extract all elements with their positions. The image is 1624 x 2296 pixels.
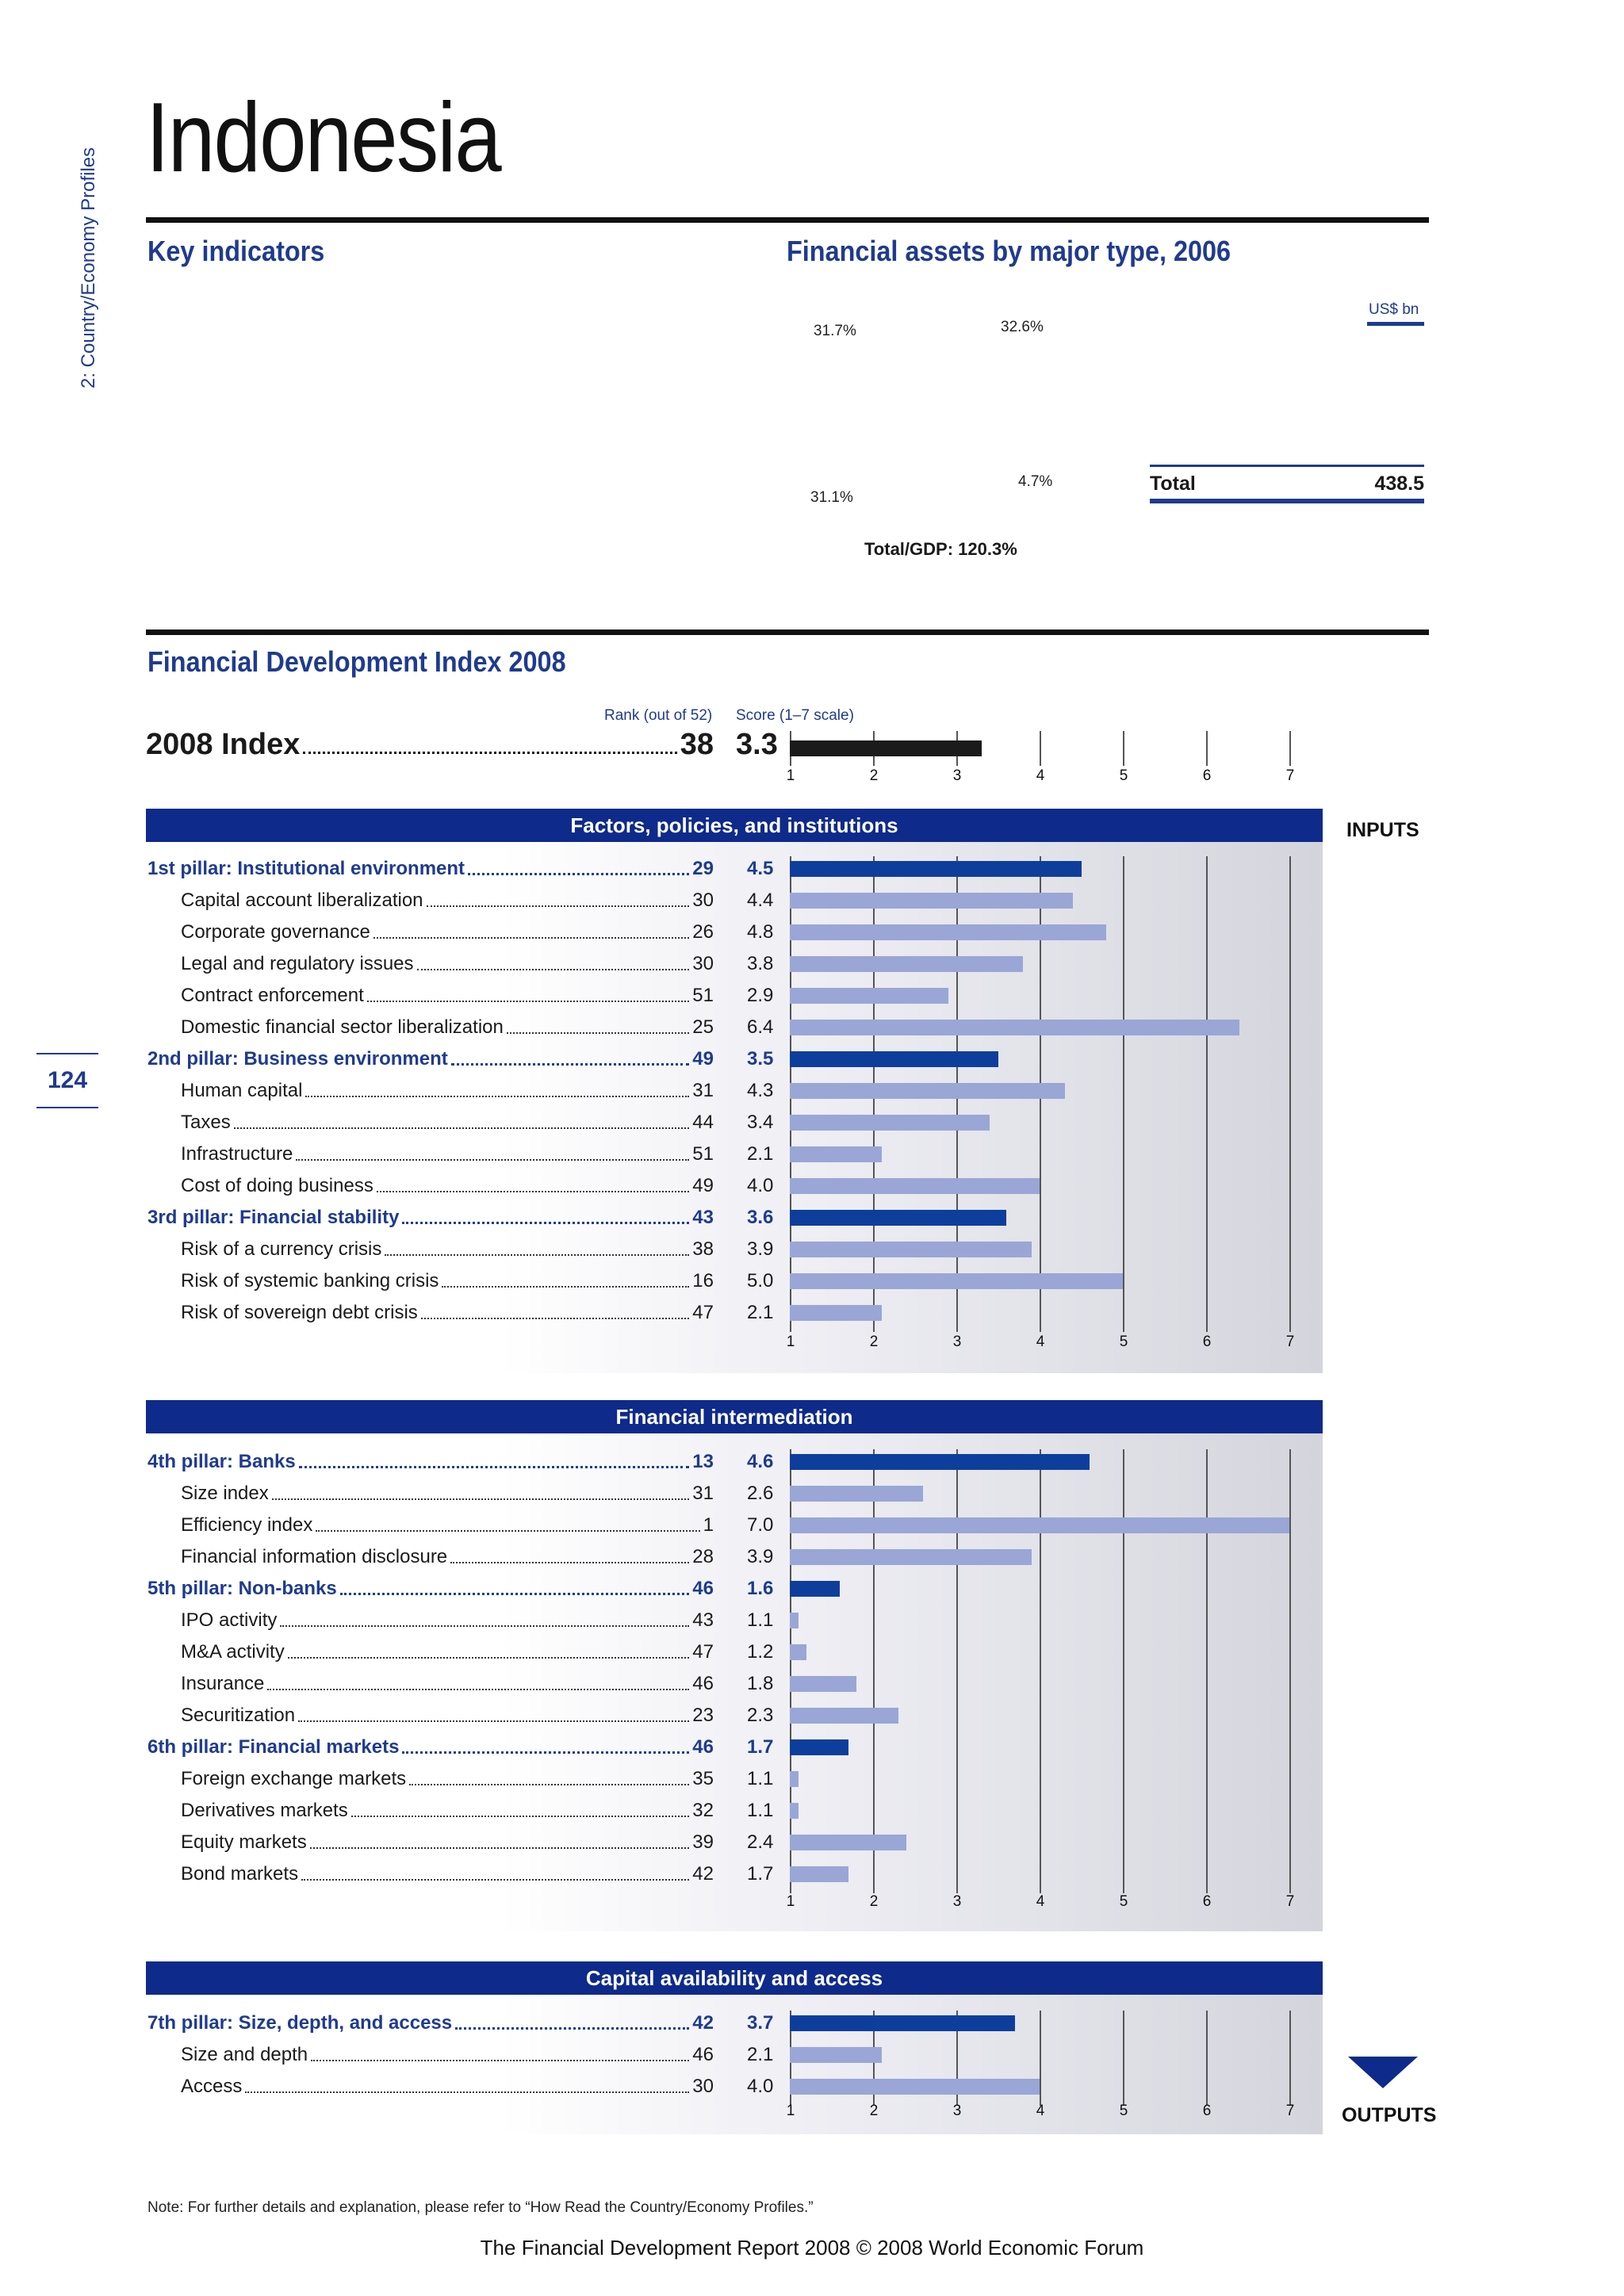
leader-dots [234,1112,690,1129]
indicator-row [181,1831,714,1854]
axis-tick-label: 4 [1036,2103,1045,2119]
leader-dots [288,1641,690,1659]
leader-dots [377,1175,689,1192]
pie-total-gdp: Total/GDP: 120.3% [864,539,1017,559]
leader-dots [310,1831,690,1849]
gridline [1206,1449,1208,1893]
row-label: 6th pillar: Financial markets [147,1736,400,1758]
indicator-row [181,1514,714,1536]
row-rank: 42 [692,2012,714,2034]
row-label: Securitization [181,1705,296,1726]
row-rank: 30 [692,890,714,911]
row-rank: 46 [692,1736,714,1758]
row-rank: 38 [692,1238,714,1260]
leader-dots [280,1609,689,1627]
row-score: 2.1 [747,2044,774,2065]
row-score: 1.1 [747,1800,774,1821]
axis-tick-label: 3 [952,1893,962,1910]
leader-dots [421,1302,690,1319]
gridline [1206,2011,1208,2106]
gridline [1289,731,1291,766]
row-rank: 35 [692,1768,714,1789]
row-score: 4.5 [747,858,774,879]
row-rank: 43 [692,1609,714,1631]
leader-dots [402,1207,689,1224]
row-score: 1.8 [747,1673,774,1694]
pie-label-equity: 31.7% [814,323,856,339]
indicator-bar [790,988,948,1004]
leader-dots [301,1863,689,1881]
indicator-bar [790,1020,1239,1035]
pillar-row [147,858,714,880]
index-label: 2008 Index [146,728,301,761]
row-label: Bond markets [181,1863,299,1885]
indicator-row [181,2044,714,2066]
row-rank: 31 [692,1080,714,1101]
assets-heading: Financial assets by major type, 2006 [787,235,1231,267]
axis-tick-label: 6 [1202,1334,1212,1350]
axis-tick-label: 2 [869,2103,879,2119]
leader-dots [316,1514,699,1532]
row-score: 3.7 [747,2012,774,2034]
pillar-row [147,1048,714,1070]
row-label: Capital account liberalization [181,890,423,911]
row-rank: 47 [692,1302,714,1323]
indicator-bar [790,1835,906,1850]
inputs-label: INPUTS [1346,819,1419,841]
row-rank: 47 [692,1641,714,1663]
row-label: 3rd pillar: Financial stability [147,1207,400,1228]
row-score: 2.9 [747,985,774,1006]
row-score: 3.9 [747,1238,774,1260]
row-rank: 30 [692,2076,714,2097]
section-band: Financial intermediation [146,1400,1323,1433]
index-rank: 38 [680,728,714,761]
row-rank: 28 [692,1546,714,1567]
row-score: 5.0 [747,1270,774,1292]
axis-tick-label: 5 [1119,1893,1128,1910]
indicator-bar [790,1083,1065,1099]
row-score: 2.1 [747,1302,774,1323]
row-score: 2.4 [747,1831,774,1853]
gridline [1123,731,1124,766]
row-label: Derivatives markets [181,1800,348,1821]
row-score: 3.6 [747,1207,774,1228]
leader-dots [417,953,690,970]
axis-tick-label: 2 [869,767,879,784]
indicator-bar [790,1803,799,1819]
row-label: Human capital [181,1080,303,1101]
row-rank: 42 [692,1863,714,1885]
row-score: 4.4 [747,890,774,911]
gridline [1206,731,1208,766]
row-label: Contract enforcement [181,985,364,1006]
gridline [1289,2011,1291,2106]
indicator-row [181,1080,714,1102]
row-label: Legal and regulatory issues [181,953,414,974]
leader-dots [305,1080,689,1097]
page-number: 124 [36,1053,98,1108]
leader-dots [427,890,690,907]
row-score: 1.7 [747,1863,774,1885]
index-bar [790,740,982,756]
row-rank: 46 [692,1673,714,1694]
row-score: 3.8 [747,953,774,974]
indicator-bar [790,1866,848,1882]
row-score: 4.6 [747,1451,774,1472]
indicator-bar [790,1273,1123,1289]
indicator-row [181,2076,714,2098]
indicator-row [181,1175,714,1197]
gridline [1040,1449,1041,1893]
indicator-bar [790,1486,923,1502]
row-rank: 25 [692,1016,714,1038]
indicator-row [181,1673,714,1695]
indicator-row [181,921,714,943]
row-label: Size and depth [181,2044,308,2065]
row-rank: 31 [692,1483,714,1504]
row-rank: 26 [692,921,714,943]
indicator-bar [790,1115,990,1131]
legend-total-label: Total [1150,473,1196,495]
row-rank: 44 [692,1112,714,1133]
leader-dots [373,921,689,939]
indicator-row [181,1483,714,1505]
row-rank: 13 [692,1451,714,1472]
fdi-heading: Financial Development Index 2008 [147,645,566,678]
axis-tick-label: 1 [786,767,795,784]
pillar-bar [790,1739,848,1755]
indicator-bar [790,1676,856,1692]
axis-tick-label: 6 [1202,2103,1212,2119]
pillar-bar [790,1210,1006,1226]
indicator-row [181,1800,714,1822]
indicator-row [181,1609,714,1632]
row-label: Risk of systemic banking crisis [181,1270,439,1292]
indicator-bar [790,1146,882,1162]
section-band: Factors, policies, and institutions [146,809,1323,842]
outputs-label: OUTPUTS [1342,2104,1437,2126]
row-label: Risk of a currency crisis [181,1238,382,1260]
row-label: Efficiency index [181,1514,313,1536]
leader-dots [351,1800,690,1817]
row-score: 2.3 [747,1705,774,1726]
row-rank: 49 [692,1175,714,1196]
indicator-bar [790,893,1073,909]
row-score: 6.4 [747,1016,774,1038]
row-rank: 46 [692,1578,714,1599]
page-footer: The Financial Development Report 2008 © 2008 World Economic Forum [480,2236,1144,2260]
fdi-rule [146,629,1429,635]
axis-tick-label: 7 [1285,1893,1295,1910]
axis-tick-label: 4 [1036,767,1045,784]
row-label: Foreign exchange markets [181,1768,407,1789]
gridline [1040,731,1041,766]
indicator-row [181,890,714,912]
pie-svg [793,301,1063,563]
leader-dots [245,2076,689,2093]
row-label: 4th pillar: Banks [147,1451,296,1472]
indicator-bar [790,924,1106,940]
leader-dots [451,1048,690,1066]
indicator-row [181,1112,714,1134]
indicator-row [181,1016,714,1039]
score-column-head: Score (1–7 scale) [736,707,854,724]
indicator-bar [790,2047,882,2063]
row-rank: 46 [692,2044,714,2065]
row-rank: 16 [692,1270,714,1292]
indicator-row [181,1641,714,1663]
row-score: 2.1 [747,1143,774,1165]
row-label: Size index [181,1483,269,1504]
gridline [1123,1449,1124,1893]
leader-dots [296,1143,689,1161]
axis-tick-label: 7 [1285,1334,1295,1350]
row-score: 1.1 [747,1609,774,1631]
row-label: Infrastructure [181,1143,293,1165]
axis-tick-label: 6 [1202,1893,1212,1910]
row-rank: 39 [692,1831,714,1853]
row-score: 4.0 [747,2076,774,2097]
indicator-row [181,1705,714,1727]
title-rule [146,217,1429,223]
leader-dots [455,2012,689,2030]
indicator-bar [790,1771,799,1787]
row-label: Equity markets [181,1831,307,1853]
indicator-bar [790,1708,898,1724]
legend-total-value: 438.5 [1374,473,1424,495]
leader-dots [450,1546,689,1563]
indicator-bar [790,1305,882,1321]
page-title: Indonesia [146,83,501,193]
leader-dots [409,1768,689,1785]
row-score: 1.7 [747,1736,774,1758]
outputs-arrow-icon [1348,2057,1418,2088]
row-score: 4.0 [747,1175,774,1196]
row-label: 1st pillar: Institutional environment [147,858,465,879]
indicator-row [181,1863,714,1885]
leader-dots [442,1270,689,1288]
pillar-row [147,1451,714,1473]
axis-tick-label: 3 [952,767,962,784]
leader-dots [340,1578,690,1595]
indicator-bar [790,1644,806,1660]
indicator-row [181,985,714,1007]
row-score: 4.3 [747,1080,774,1101]
gridline [1123,856,1124,1332]
index-row [146,728,714,762]
row-rank: 43 [692,1207,714,1228]
footnote: Note: For further details and explanation, please refer to “How Read the Country/Economy Profiles.” [147,2199,814,2216]
indicator-row [181,1238,714,1261]
row-label: 5th pillar: Non-banks [147,1578,337,1599]
axis-tick-label: 1 [786,2103,795,2119]
pillar-bar [790,861,1082,877]
leader-dots [299,1451,690,1468]
leader-dots [311,2044,689,2061]
leader-dots [385,1238,689,1256]
leader-dots [367,985,690,1002]
row-label: 7th pillar: Size, depth, and access [147,2012,453,2034]
pillar-row [147,2012,714,2034]
indicator-bar [790,1242,1032,1257]
pie-label-deposits: 31.1% [810,489,853,506]
pillar-bar [790,2015,1015,2031]
row-label: Access [181,2076,243,2097]
row-rank: 51 [692,985,714,1006]
gridline [1040,2011,1041,2106]
axis-tick-label: 7 [1285,2103,1295,2119]
row-label: Domestic financial sector liberalization [181,1016,504,1038]
indicator-row [181,1143,714,1165]
pie-label-private: 4.7% [1018,473,1053,490]
row-label: Insurance [181,1673,265,1694]
legend-total-rule-bottom [1150,499,1424,503]
axis-tick-label: 4 [1036,1334,1045,1350]
axis-tick-label: 3 [952,2103,962,2119]
legend-total-rule-top [1150,465,1424,467]
row-label: IPO activity [181,1609,278,1631]
row-score: 1.6 [747,1578,774,1599]
indicator-bar [790,1613,799,1628]
pillar-bar [790,1051,998,1067]
axis-tick-label: 7 [1285,767,1295,784]
legend-total [1150,473,1424,496]
indicator-bar [790,2079,1040,2095]
pie-label-public: 32.6% [1001,319,1044,335]
leader-dots [402,1736,689,1754]
axis-tick-label: 2 [869,1334,879,1350]
axis-tick-label: 6 [1202,767,1212,784]
rank-column-head: Rank (out of 52) [604,707,713,724]
indicator-row [181,953,714,975]
row-rank: 30 [692,953,714,974]
assets-pie-chart [793,301,1063,563]
axis-tick-label: 2 [869,1893,879,1910]
leader-dots [267,1673,689,1690]
pillar-bar [790,1454,1090,1470]
axis-tick-label: 5 [1119,2103,1128,2119]
row-label: Risk of sovereign debt crisis [181,1302,418,1323]
row-label: Financial information disclosure [181,1546,448,1567]
axis-tick-label: 1 [786,1893,795,1910]
key-indicators-heading: Key indicators [147,235,325,267]
row-score: 4.8 [747,921,774,943]
indicator-row [181,1270,714,1292]
pillar-row [147,1736,714,1758]
leader-dots [507,1016,689,1034]
legend-unit-underline [1367,322,1424,326]
gridline [1289,856,1291,1332]
axis-tick-label: 4 [1036,1893,1045,1910]
row-label: M&A activity [181,1641,285,1663]
gridline [1206,856,1208,1332]
row-rank: 51 [692,1143,714,1165]
pillar-row [147,1207,714,1229]
indicator-bar [790,1517,1289,1533]
row-label: Taxes [181,1112,231,1133]
axis-tick-label: 1 [786,1334,795,1350]
indicator-row [181,1302,714,1324]
row-label: Corporate governance [181,921,370,943]
indicator-row [181,1768,714,1790]
indicator-row [181,1546,714,1568]
row-score: 3.5 [747,1048,774,1070]
gridline [873,1449,875,1893]
row-score: 2.6 [747,1483,774,1504]
legend-unit: US$ bn [1369,301,1419,318]
axis-tick-label: 3 [952,1334,962,1350]
indicator-bar [790,1549,1032,1565]
leader-dots [272,1483,690,1500]
row-score: 3.9 [747,1546,774,1567]
axis-tick-label: 5 [1119,767,1128,784]
side-section-label: 2: Country/Economy Profiles [78,147,99,388]
row-score: 1.1 [747,1768,774,1789]
row-rank: 29 [692,858,714,879]
gridline [1123,2011,1124,2106]
indicator-bar [790,956,1023,972]
row-score: 3.4 [747,1112,774,1133]
axis-tick-label: 5 [1119,1334,1128,1350]
row-rank: 23 [692,1705,714,1726]
row-label: 2nd pillar: Business environment [147,1048,448,1070]
row-rank: 49 [692,1048,714,1070]
pillar-row [147,1578,714,1600]
row-score: 7.0 [747,1514,774,1536]
row-rank: 1 [703,1514,714,1536]
index-score: 3.3 [736,728,778,761]
pillar-bar [790,1581,840,1597]
leader-dots [298,1705,689,1722]
indicator-bar [790,1178,1040,1194]
gridline [1289,1449,1291,1893]
leader-dots [468,858,689,875]
row-rank: 32 [692,1800,714,1821]
gridline [956,1449,958,1893]
section-band: Capital availability and access [146,1961,1323,1995]
row-label: Cost of doing business [181,1175,373,1196]
row-score: 1.2 [747,1641,774,1663]
